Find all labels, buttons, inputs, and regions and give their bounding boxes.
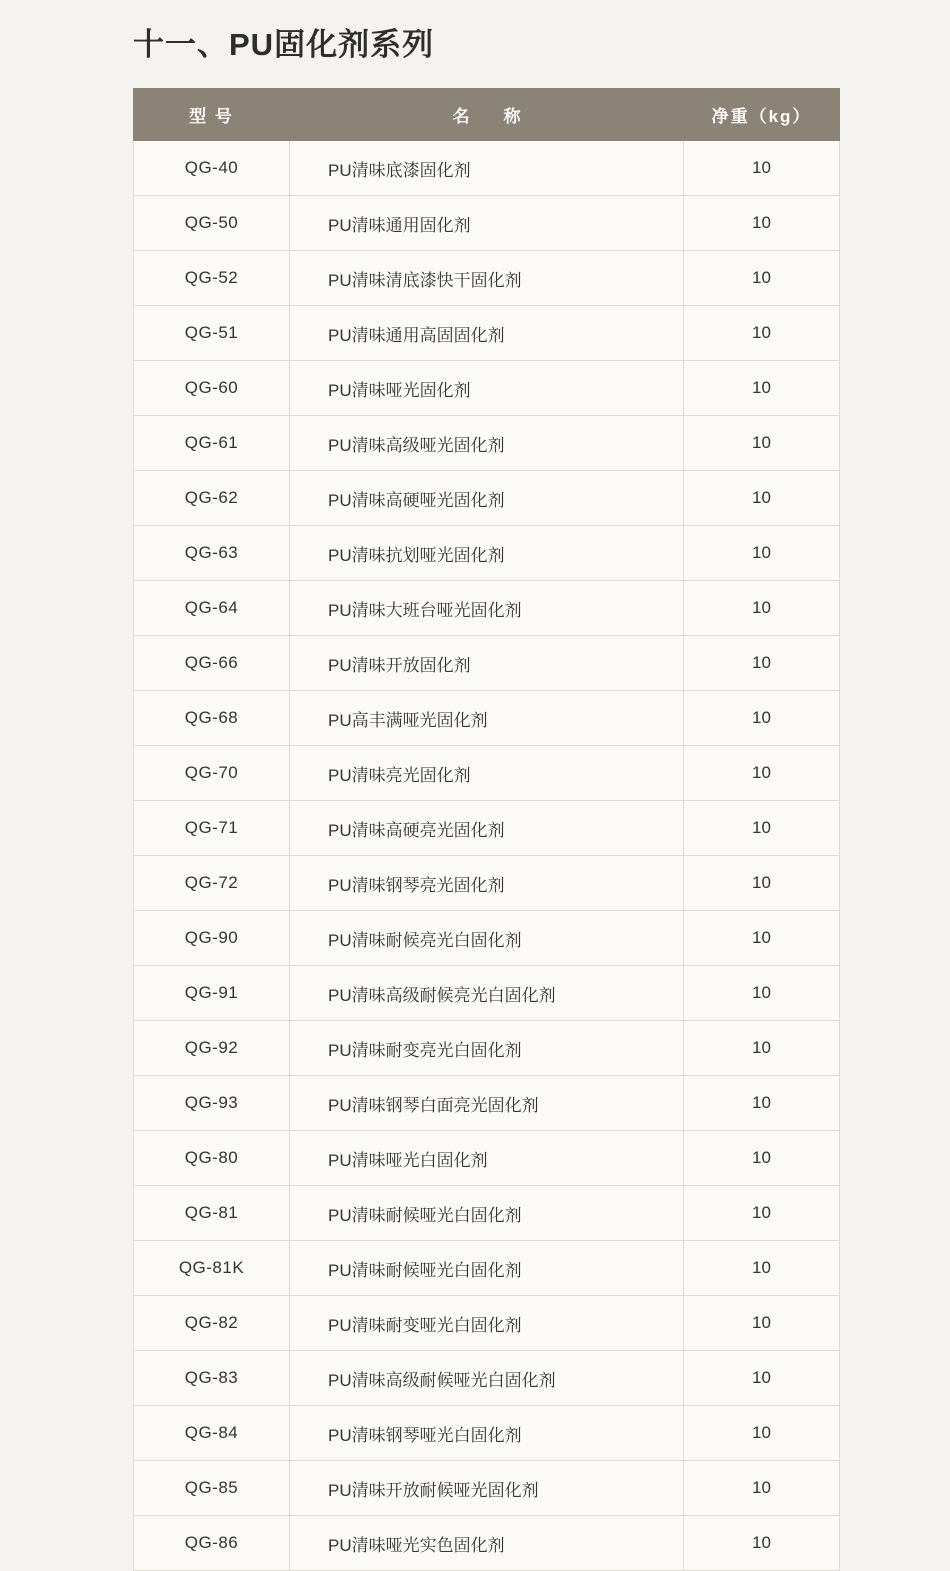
cell-model: QG-52: [134, 251, 290, 306]
cell-name: PU清味高级耐候亮光白固化剂: [290, 966, 684, 1021]
table-row: [134, 1021, 840, 1076]
cell-name: PU清味哑光白固化剂: [290, 1131, 684, 1186]
table-row: [134, 1351, 840, 1406]
cell-weight: 10: [684, 801, 840, 856]
cell-model: QG-93: [134, 1076, 290, 1131]
cell-model: QG-61: [134, 416, 290, 471]
table-row: [134, 1076, 840, 1131]
cell-model: QG-82: [134, 1296, 290, 1351]
table-row: [134, 746, 840, 801]
table-row: [134, 691, 840, 746]
cell-weight: 10: [684, 526, 840, 581]
table-header: [134, 89, 840, 141]
cell-weight: 10: [684, 911, 840, 966]
cell-weight: 10: [684, 746, 840, 801]
cell-weight: 10: [684, 416, 840, 471]
column-header-model: 型 号: [134, 89, 290, 141]
column-header-weight: 净重（kg）: [684, 89, 840, 141]
cell-model: QG-92: [134, 1021, 290, 1076]
table-row: [134, 1241, 840, 1296]
page-title: 十一、PU固化剂系列: [133, 27, 435, 62]
table-row: [134, 196, 840, 251]
table-row: [134, 636, 840, 691]
cell-weight: 10: [684, 1021, 840, 1076]
table-body: [134, 141, 840, 1571]
table-row: [134, 966, 840, 1021]
table-row: [134, 801, 840, 856]
cell-name: PU清味亮光固化剂: [290, 746, 684, 801]
table-row: [134, 1186, 840, 1241]
cell-weight: 10: [684, 1351, 840, 1406]
cell-name: PU清味高硬哑光固化剂: [290, 471, 684, 526]
cell-name: PU清味大班台哑光固化剂: [290, 581, 684, 636]
cell-name: PU清味开放固化剂: [290, 636, 684, 691]
cell-name: PU清味通用高固固化剂: [290, 306, 684, 361]
cell-weight: 10: [684, 1186, 840, 1241]
table-row: [134, 471, 840, 526]
table-row: [134, 526, 840, 581]
cell-model: QG-85: [134, 1461, 290, 1516]
cell-weight: 10: [684, 1131, 840, 1186]
table-row: [134, 251, 840, 306]
cell-model: QG-83: [134, 1351, 290, 1406]
cell-model: QG-71: [134, 801, 290, 856]
cell-model: QG-66: [134, 636, 290, 691]
cell-weight: 10: [684, 1241, 840, 1296]
cell-name: PU清味钢琴哑光白固化剂: [290, 1406, 684, 1461]
cell-name: PU清味通用固化剂: [290, 196, 684, 251]
table-row: [134, 1131, 840, 1186]
cell-model: QG-63: [134, 526, 290, 581]
cell-name: PU清味耐候亮光白固化剂: [290, 911, 684, 966]
cell-model: QG-68: [134, 691, 290, 746]
table-row: [134, 1461, 840, 1516]
cell-name: PU清味高级哑光固化剂: [290, 416, 684, 471]
cell-weight: 10: [684, 1461, 840, 1516]
table-row: [134, 1516, 840, 1571]
cell-name: PU清味高硬亮光固化剂: [290, 801, 684, 856]
cell-model: QG-86: [134, 1516, 290, 1571]
cell-name: PU清味高级耐候哑光白固化剂: [290, 1351, 684, 1406]
cell-weight: 10: [684, 691, 840, 746]
table-row: [134, 1296, 840, 1351]
cell-name: PU清味开放耐候哑光固化剂: [290, 1461, 684, 1516]
cell-name: PU清味清底漆快干固化剂: [290, 251, 684, 306]
cell-weight: 10: [684, 1516, 840, 1571]
cell-model: QG-91: [134, 966, 290, 1021]
cell-model: QG-40: [134, 141, 290, 196]
cell-weight: 10: [684, 1406, 840, 1461]
cell-name: PU清味耐变亮光白固化剂: [290, 1021, 684, 1076]
cell-weight: 10: [684, 251, 840, 306]
cell-name: PU清味耐候哑光白固化剂: [290, 1241, 684, 1296]
cell-name: PU清味耐变哑光白固化剂: [290, 1296, 684, 1351]
cell-weight: 10: [684, 966, 840, 1021]
cell-model: QG-84: [134, 1406, 290, 1461]
cell-weight: 10: [684, 471, 840, 526]
cell-name: PU清味抗划哑光固化剂: [290, 526, 684, 581]
cell-weight: 10: [684, 141, 840, 196]
table-row: [134, 141, 840, 196]
cell-model: QG-81K: [134, 1241, 290, 1296]
cell-name: PU清味哑光实色固化剂: [290, 1516, 684, 1571]
cell-model: QG-50: [134, 196, 290, 251]
table-row: [134, 911, 840, 966]
cell-weight: 10: [684, 636, 840, 691]
cell-name: PU清味钢琴白面亮光固化剂: [290, 1076, 684, 1131]
cell-name: PU清味耐候哑光白固化剂: [290, 1186, 684, 1241]
cell-weight: 10: [684, 581, 840, 636]
cell-model: QG-70: [134, 746, 290, 801]
cell-model: QG-64: [134, 581, 290, 636]
cell-name: PU清味钢琴亮光固化剂: [290, 856, 684, 911]
cell-weight: 10: [684, 856, 840, 911]
cell-weight: 10: [684, 196, 840, 251]
table-row: [134, 1406, 840, 1461]
cell-model: QG-90: [134, 911, 290, 966]
cell-weight: 10: [684, 306, 840, 361]
cell-model: QG-60: [134, 361, 290, 416]
cell-weight: 10: [684, 1296, 840, 1351]
cell-model: QG-62: [134, 471, 290, 526]
table-row: [134, 361, 840, 416]
table-header-row: [134, 89, 840, 141]
cell-weight: 10: [684, 361, 840, 416]
table-row: [134, 416, 840, 471]
cell-name: PU高丰满哑光固化剂: [290, 691, 684, 746]
cell-weight: 10: [684, 1076, 840, 1131]
cell-model: QG-72: [134, 856, 290, 911]
cell-model: QG-81: [134, 1186, 290, 1241]
cell-model: QG-80: [134, 1131, 290, 1186]
product-table-container: [133, 88, 839, 1571]
product-table: [133, 88, 840, 1571]
table-row: [134, 581, 840, 636]
table-row: [134, 306, 840, 361]
cell-name: PU清味哑光固化剂: [290, 361, 684, 416]
column-header-name: 名 称: [290, 89, 684, 141]
table-row: [134, 856, 840, 911]
cell-name: PU清味底漆固化剂: [290, 141, 684, 196]
cell-model: QG-51: [134, 306, 290, 361]
